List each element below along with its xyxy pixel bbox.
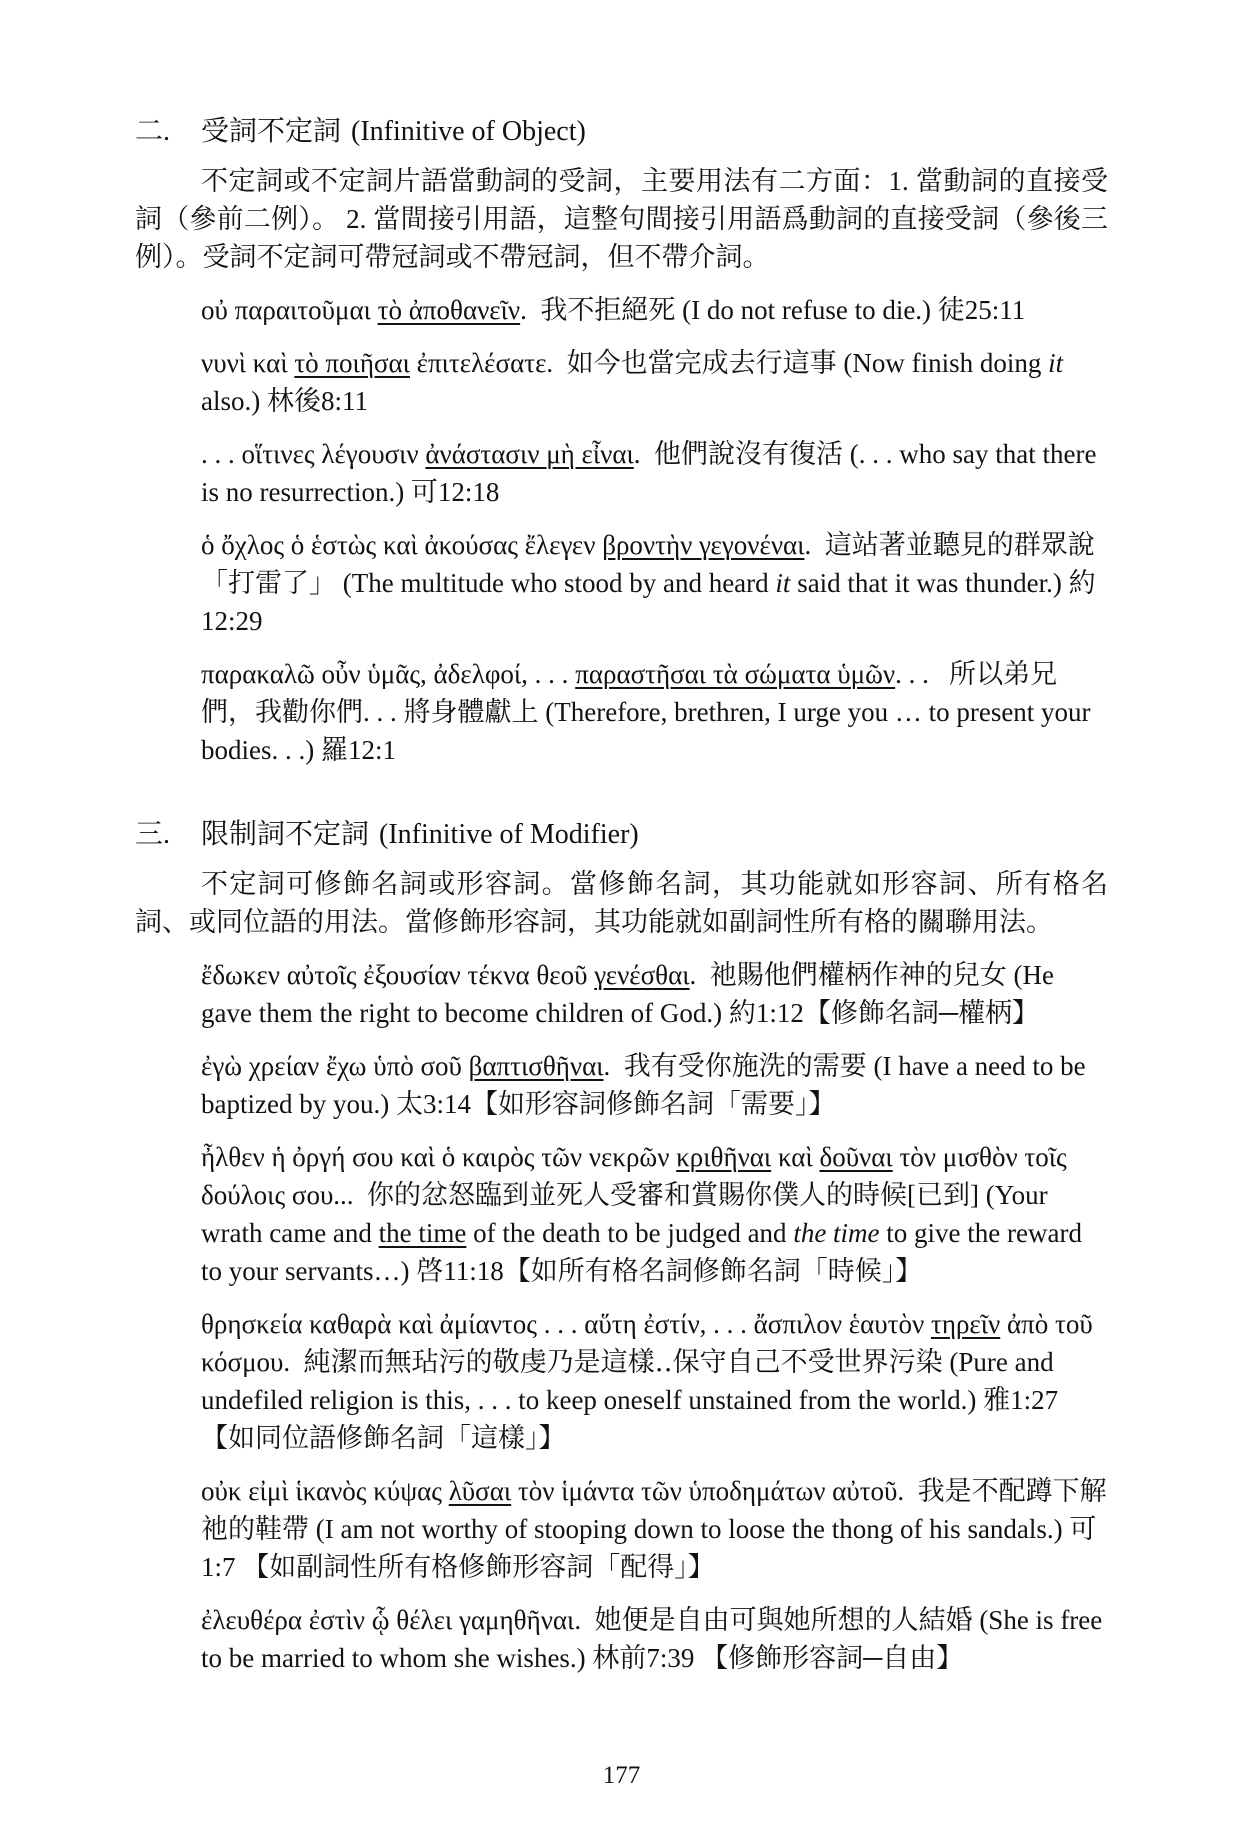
text-run: to give the reward to your servants…) 啓11:18【如所有格名詞修飾名詞「時候」】 (201, 1218, 1089, 1286)
section-heading (135, 112, 1108, 152)
text-run: . . . 所以弟兄們，我勸你們. . . 將身體獻上 (Therefore, brethren, I urge you … to present your bodies. . .) 羅12:1 (201, 659, 1098, 765)
text-run: . 這站著並聽見的群眾說「打雷了」 (The multitude who stood by and heard (201, 530, 1095, 598)
text-run: also.) 林後8:11 (201, 348, 1070, 416)
text-run: . 我不拒絕死 (I do not refuse to die.) 徒25:11 (520, 295, 1026, 325)
text-run: νυνὶ καὶ (201, 348, 295, 378)
underlined-text: βροντὴν γεγονέναι (602, 530, 805, 560)
text-run: ἐπιτελέσατε. 如今也當完成去行這事 (Now finish doing (409, 348, 1049, 378)
text-run: καὶ (771, 1142, 820, 1172)
text-run: τὸν μισθὸν τοῖς δούλοις σου... 你的忿怒臨到並死人受審和賞賜你僕人的時候[已到] (Your wrath came and (201, 1142, 1074, 1248)
section-title-zh: 受詞不定詞 (201, 116, 342, 147)
example-2cor-8-11 (201, 344, 1108, 420)
italic-text: it (775, 568, 791, 598)
example-john-12-29 (201, 526, 1108, 640)
text-run: τὸν ἱμάντα τῶν ὑποδημάτων αὐτοῦ. 我是不配蹲下解祂的鞋帶 (I am not worthy of stooping down to loose the thong of his sandals.) 可1:7 【如副詞性所有格修飾形容詞「配得」】 (201, 1476, 1107, 1582)
text-run: οὐ παραιτοῦμαι (201, 295, 378, 325)
underlined-text: γενέσθαι (594, 960, 690, 990)
section-infinitive-of-object (135, 112, 1108, 769)
section-number: 二. (135, 116, 171, 147)
example-matt-3-14 (201, 1047, 1108, 1123)
underlined-text: βαπτισθῆναι (468, 1051, 604, 1081)
underlined-text: κριθῆναι (676, 1142, 772, 1172)
text-run: of the death to be judged and (466, 1218, 794, 1248)
text-run: . 他們說沒有復活 (. . . who say that there is no resurrection.) 可12:18 (201, 439, 1104, 507)
section-number: 三. (135, 819, 171, 850)
text-run: ἔδωκεν αὐτοῖς ἐξουσίαν τέκνα θεοῦ (201, 960, 595, 990)
text-run: ἐγὼ χρείαν ἔχω ὑπὸ σοῦ (201, 1051, 469, 1081)
section-infinitive-of-modifier (135, 815, 1108, 1677)
section-title-zh: 限制詞不定詞 (201, 819, 370, 850)
section-title-en: (Infinitive of Object) (351, 116, 586, 147)
underlined-text: the time (378, 1218, 467, 1248)
italic-text: the time (793, 1218, 880, 1248)
underlined-text: ἀνάστασιν μὴ εἶναι (425, 439, 634, 469)
text-run: θρησκεία καθαρὰ καὶ ἀμίαντος . . . αὕτη ἐστίν, . . . ἄσπιλον ἑαυτὸν (201, 1309, 931, 1339)
section-title-en: (Infinitive of Modifier) (379, 819, 639, 850)
section-intro: 不定詞可修飾名詞或形容詞。當修飾名詞，其功能就如形容詞、所有格名詞、或同位語的用法。當修飾形容詞，其功能就如副詞性所有格的關聯用法。 (135, 869, 1108, 937)
text-run: . . . οἵτινες λέγουσιν (201, 439, 426, 469)
text-run: παρακαλῶ οὖν ὑμᾶς, ἀδελφοί, . . . (201, 659, 576, 689)
example-john-1-12 (201, 956, 1108, 1032)
example-james-1-27 (201, 1305, 1108, 1457)
example-rom-12-1 (201, 655, 1108, 769)
italic-text: it (1048, 348, 1064, 378)
underlined-text: παραστῆσαι τὰ σώματα ὑμῶν (575, 659, 896, 689)
text-run: ἀπὸ τοῦ κόσμου. 純潔而無玷污的敬虔乃是這樣‥保守自己不受世界污染 (Pure and undefiled religion is this, . . . to keep oneself unstained from the world.) 雅1:27 【如同位語修飾名詞「這樣」】 (201, 1309, 1100, 1453)
text-run: . 我有受你施洗的需要 (I have a need to be baptized by you.) 太3:14【如形容詞修飾名詞「需要」】 (201, 1051, 1093, 1119)
text-run: ὁ ὄχλος ὁ ἑστὼς καὶ ἀκούσας ἔλεγεν (201, 530, 603, 560)
underlined-text: δοῦναι (819, 1142, 893, 1172)
text-run: . 祂賜他們權柄作神的兒女 (He gave them the right to become children of God.) 約1:12【修飾名詞─權柄】 (201, 960, 1061, 1028)
text-run: said that it was thunder.) 約12:29 (201, 568, 1096, 636)
example-acts-25-11 (201, 291, 1108, 329)
page-number: 177 (602, 1762, 641, 1789)
section-intro: 不定詞或不定詞片語當動詞的受詞，主要用法有二方面：1. 當動詞的直接受詞（參前二例）。 2. 當間接引用語，這整句間接引用語爲動詞的直接受詞（參後三例）。受詞不定詞可帶冠詞或不帶冠詞，但不帶介詞。 (135, 166, 1108, 272)
text-run: οὐκ εἰμὶ ἱκανὸς κύψας (201, 1476, 449, 1506)
example-mark-12-18 (201, 435, 1108, 511)
text-run: ἦλθεν ἡ ὀργή σου καὶ ὁ καιρὸς τῶν νεκρῶν (201, 1142, 677, 1172)
text-run: ἐλευθέρα ἐστὶν ᾧ θέλει γαμηθῆναι. 她便是自由可與她所想的人結婚 (She is free to be married to whom she wishes.) 林前7:39 【修飾形容詞─自由】 (201, 1605, 1110, 1673)
example-1cor-7-39 (201, 1601, 1108, 1677)
underlined-text: τὸ ἀποθανεῖν (377, 295, 521, 325)
underlined-text: τηρεῖν (930, 1309, 1001, 1339)
section-heading (135, 815, 1108, 855)
underlined-text: τὸ ποιῆσαι (294, 348, 410, 378)
example-mark-1-7 (201, 1472, 1108, 1586)
underlined-text: λῦσαι (448, 1476, 512, 1506)
example-rev-11-18 (201, 1138, 1108, 1290)
